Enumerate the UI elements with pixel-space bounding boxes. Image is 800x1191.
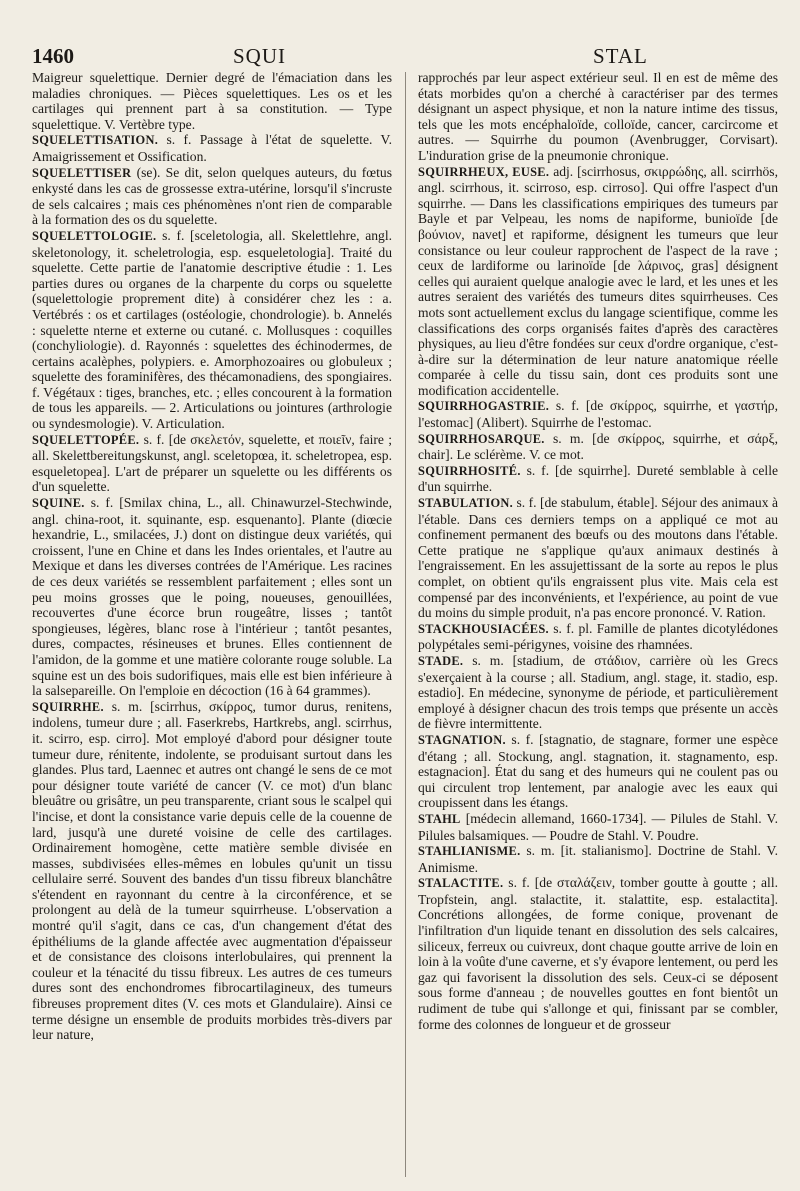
entry-text: s. f. Passage à l'état de squelette. V. Amaigrissement et Ossification. xyxy=(32,132,392,164)
entry-headword: SQUIRRHOSARQUE. xyxy=(418,431,545,446)
entry-text: s. m. [de σκίρρος, squirrhe, et σάρξ, chair]. Le sclérème. V. ce mot. xyxy=(418,430,778,463)
right-guide-word: STAL xyxy=(593,44,648,68)
entry-headword: SQUIRRHEUX, EUSE. xyxy=(418,164,550,179)
dictionary-entry xyxy=(418,495,778,621)
page-number: 1460 xyxy=(32,44,74,68)
entry-headword: SQUELETTOPÉE. xyxy=(32,432,140,447)
page-header xyxy=(28,38,772,68)
entry-headword: STACKHOUSIACÉES. xyxy=(418,621,549,636)
entry-text: [médecin allemand, 1660-1734]. — Pilules de Stahl. V. Pilules balsamiques. — Poudre de Stahl. V. Poudre. xyxy=(418,810,778,843)
entry-headword: STABULATION. xyxy=(418,496,514,511)
entry-text: s. f. [de σκίρρος, squirrhe, et γαστήρ, l'estomac] (Alibert). Squirrhe de l'estomac. xyxy=(418,398,778,431)
dictionary-entry xyxy=(418,843,778,875)
dictionary-entry xyxy=(32,699,392,1043)
continued-text: rapprochés par leur aspect extérieur seul. Il en est de même des états morbides qu'on a cherché à caractériser par des termes désignant un aspect physique, et non la nature intime des tissus, tels que les mots encéphaloïde, colloïde, cancer, carcircome et autres. — Squirrhe du poumon (Avenbrugger, Corvisart). L'induration grise de la pneumonie chronique. xyxy=(418,70,778,163)
entry-text: s. f. [de squirrhe]. Dureté semblable à celle d'un squirrhe. xyxy=(418,462,778,495)
entry-headword: STAGNATION. xyxy=(418,732,506,747)
left-guide-word: SQUI xyxy=(233,44,287,68)
dictionary-entry xyxy=(418,621,778,653)
column-divider xyxy=(405,72,406,1177)
entry-text: s. m. [it. stalianismo]. Doctrine de Stahl. V. Animisme. xyxy=(418,843,778,875)
dictionary-entry xyxy=(418,431,778,463)
right-column xyxy=(418,70,778,1182)
entry-text: s. f. [stagnatio, de stagnare, former une espèce d'étang ; all. Stockung, angl. stagnation, it. stagnamento, esp. estagnacion]. État du sang et des humeurs qui ne coulent pas ou qui circulent trop lentement, par analogie avec les eaux qui croupissent dans les étangs. xyxy=(418,731,778,811)
entry-headword: SQUELETTISER xyxy=(32,165,132,180)
entry-headword: STADE. xyxy=(418,653,464,668)
dictionary-entry xyxy=(32,432,392,495)
entry-headword: STAHLIANISME. xyxy=(418,844,521,859)
left-column xyxy=(32,70,392,1182)
dictionary-entry xyxy=(418,653,778,732)
entry-text: s. f. [de stabulum, étable]. Séjour des animaux à l'étable. Dans ces derniers temps on a appliqué ce mot au confinement permanent des bœufs ou des moutons dans l'étable. Cette pratique ne s'applique qu'aux animaux destinés à l'engraissement. En les assujettissant de la sorte au repos le plus complet, on obtient qu'ils engraissent plus vite. Mais cela est compensé par des inconvénients, et l'expérience, au point de vue du moins du simple produit, n'a pas encore prononcé. V. Ration. xyxy=(418,495,778,621)
entry-headword: SQUIRRHOGASTRIE. xyxy=(418,399,550,414)
dictionary-entry xyxy=(418,398,778,430)
entry-text: s. f. [Smilax china, L., all. Chinawurzel-Stechwinde, angl. china-root, it. squinante, esp. esquenanto]. Plante (diœcie hexandrie, L., smilacées, J.) dont on distingue deux variétés, qui croissent, l'une en Chine et dans les Indes orientales, et l'autre au Mexique et dans les diverses contrées de l'Amérique. Les racines de ces deux variétés se ressemblent parfaitement ; elles sont un peu moins grosses que le poing, noueuses, genouillées, recouvertes d'une écorce brun rougeâtre, lisses ; tantôt spongieuses, légères, blanc rose à l'intérieur ; tantôt pesantes, dures, compactes, résineuses et brunes. Elles contiennent de l'amidon, de la gomme et une matière colorante rouge soluble. La squine est un des bois sudorifiques, mais elle est bien inférieure à la salsepareille. On l'emploie en décoction (16 à 64 grammes). xyxy=(32,495,392,699)
dictionary-entry xyxy=(32,132,392,164)
dictionary-entry xyxy=(32,228,392,432)
dictionary-entry xyxy=(32,495,392,699)
dictionary-entry xyxy=(418,811,778,843)
entry-headword: SQUINE. xyxy=(32,496,85,511)
dictionary-entry xyxy=(418,732,778,811)
entry-text: adj. [scirrhosus, σκιρρώδης, all. scirrhös, angl. scirrhous, it. scirroso, esp. cirroso]. Qui offre l'aspect d'un squirrhe. — Dans les classifications empiriques des tumeurs par Bayle et par Velpeau, les noms de napiforme, bunioïde [de βούνιον, navet] et rapiforme, désignent les tumeurs que leur consistance ou leur couleur rapprochent de l'aspect de la rave ; ceux de lardiforme ou larinoïde [de λάρινος, gras] désignent celles qui auraient quelque analogie avec le lard, et les unes et les autres seraient des variétés des tumeurs dites squirrheuses. Ces mots sont actuellement exclus du langage scientifique, comme les classifications des corps organisés faites d'après des caractères physiques, au lieu d'être fondées sur ceux d'ordre organique, c'est-à-dire sur la détermination de leur nature anatomique réelle comparée à celle du tissu sain, dont ces produits sont une modification accidentelle. xyxy=(418,163,778,398)
entry-headword: STAHL xyxy=(418,811,461,826)
entry-text: (se). Se dit, selon quelques auteurs, du fœtus enkysté dans les cas de grossesse extra-utérine, lorsqu'il s'incruste de sels calcaires ; mais ces phénomènes n'ont rien de comparable à la formation des os du squelette. xyxy=(32,164,392,228)
entry-text: s. f. [de σκελετόν, squelette, et ποιεῖν, faire ; all. Skelettbereitungskunst, angl. sceletopœa, it. scheletropea, esp. esqueletopea]. L'art de préparer un squelette ou les différents os d'un squelette. xyxy=(32,431,392,495)
dictionary-entry xyxy=(418,463,778,495)
entry-headword: SQUIRRHE. xyxy=(32,699,104,714)
entry-text: s. f. pl. Famille de plantes dicotylédones polypétales semi-périgynes, voisine des rhamnées. xyxy=(418,620,778,653)
entry-headword: STALACTITE. xyxy=(418,876,504,891)
entry-text: s. m. [scirrhus, σκίρρος, tumor durus, renitens, indolens, tumeur dure ; all. Faserkrebs, Hartkrebs, angl. scirrhus, it. scirro, esp. cirro]. Mot employé d'abord pour désigner toute tumeur dure, rénitente, indolente, se produisant surtout dans les glandes. Plus tard, Laennec et autres ont changé le sens de ce mot pour désigner toute variété de cancer (V. ce mot) d'un blanc bleuâtre ou grisâtre, un peu transparente, criant sous le scalpel qui l'incise, et dont la consistance varie depuis celle de la couenne de lard, jusqu'à une dureté voisine de celle des cartilages. Ordinairement homogène, cette matière semble divisée en masses, subdivisées elles-mêmes en lobules qu'unit un tissu cellulaire serré. Souvent des bandes d'un tissu fibreux blanchâtre s'étendent en rayonnant du centre à la circonférence, et se prolongent au delà de la tumeur squirrheuse. L'observation a montré qu'il s'agit, dans ce cas, d'un changement d'état des épithéliums de la glande affectée avec augmentation d'épaisseur et de consistance des cloisons interlobulaires, qui prennent la couleur et la ténacité du tissu fibreux. Les autres de ces tumeurs dures sont des enchondromes fibrocartilagineux, des tumeurs fibreuses proprement dites (V. ces mots et Glandulaire). Ainsi ce terme désigne un ensemble de produits morbides très-divers par leur nature, xyxy=(32,698,392,1043)
entry-headword: SQUIRRHOSITÉ. xyxy=(418,463,521,478)
entry-text: s. f. [de σταλάζειν, tomber goutte à goutte ; all. Tropfstein, angl. stalactite, it. stalattite, esp. estalactita]. Concrétions allongées, de forme conique, provenant de l'infiltration d'un liquide tenant en dissolution des sels calcaires, siliceux, ferreux ou cuivreux, dont chaque goutte arrive de loin en loin à la voûte d'une caverne, et s'y évapore lentement, ou perd les gaz qui favorisent la dissolution des sels. Ceux-ci se déposent sous forme d'anneau ; de nouvelles gouttes en font bientôt un rudiment de tube qui s'allonge et qui, finissant par se combler, forme des colonnes de longueur et de grosseur xyxy=(418,875,778,1032)
entry-text: s. m. [stadium, de στάδιον, carrière où les Grecs s'exerçaient à la course ; all. Stadium, angl. stage, it. stadio, esp. estadio]. En médecine, synonyme de période, et particulièrement employé à désigner chacun des trois temps que présente un accès de fièvre intermittente. xyxy=(418,652,778,732)
entry-headword: SQUELETTISATION. xyxy=(32,133,159,148)
dictionary-entry xyxy=(418,164,778,399)
dictionary-entry xyxy=(32,165,392,228)
entry-headword: SQUELETTOLOGIE. xyxy=(32,228,157,243)
continued-text: Maigreur squelettique. Dernier degré de l'émaciation dans les maladies chroniques. — Pièces squelettiques. Les os et les cartilages qui prennent part à sa constitution. — Type squelettique. V. Vertèbre type. xyxy=(32,70,392,132)
dictionary-entry xyxy=(418,875,778,1032)
entry-text: s. f. [sceletologia, all. Skelettlehre, angl. skeletonology, it. scheletrologia, esp. esqueletologia]. Traité du squelette. Cette partie de l'anatomie descriptive étudie : 1. Les parties dures ou organes de la charpente du corps ou squelette (squelettologie proprement dite) à considérer chez les : a. Vertébrés : os et cartilages (ostéologie, chondrologie). b. Annelés : squelette nterne et externe ou cutané. c. Mollusques : coquilles (conchyliologie). d. Rayonnés : squelettes des échinodermes, de certains acalèphes, polypiers. e. Amorphozoaires ou globuleux ; squelette des foraminifères, des thécamonadiens, des spongiaires. f. Végétaux : tiges, branches, etc. ; elles concourent à la formation de tous les appareils. — 2. Articulations ou jointures (arthrologie ou syndesmologie). V. Articulation. xyxy=(32,227,392,432)
